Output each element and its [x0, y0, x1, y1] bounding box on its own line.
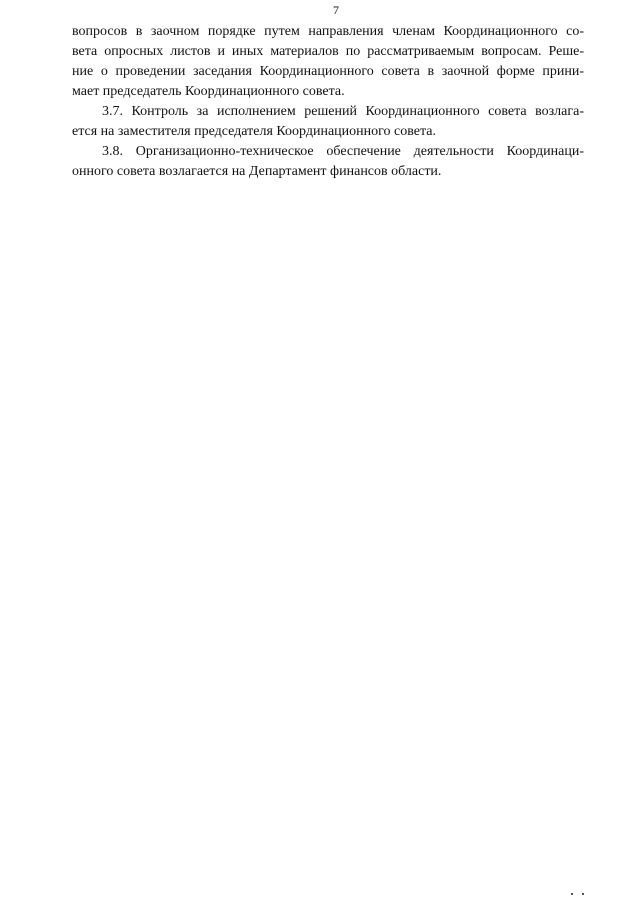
- text-line: мает председатель Координационного совета.: [72, 84, 345, 99]
- paragraph-3-7: [72, 102, 584, 142]
- paragraph-continuation: [72, 22, 584, 102]
- text-line: ется на заместителя председателя Координационного совета.: [72, 124, 436, 139]
- text-line: онного совета возлагается на Департамент финансов области.: [72, 164, 442, 179]
- text-line: вопросов в заочном порядке путем направления членам Координационного со-: [72, 24, 584, 39]
- text-line: ние о проведении заседания Координационного совета в заочной форме прини-: [72, 64, 584, 79]
- document-body: [72, 22, 584, 182]
- paragraph-3-8: [72, 142, 584, 182]
- text-line: 3.7. Контроль за исполнением решений Координационного совета возлага-: [102, 104, 584, 119]
- text-line: 3.8. Организационно-техническое обеспечение деятельности Координаци-: [102, 144, 584, 159]
- scan-speck: [582, 893, 584, 895]
- page-number: 7: [333, 3, 339, 17]
- text-line: вета опросных листов и иных материалов по рассматриваемым вопросам. Реше-: [72, 44, 584, 59]
- scan-speck: [571, 893, 573, 895]
